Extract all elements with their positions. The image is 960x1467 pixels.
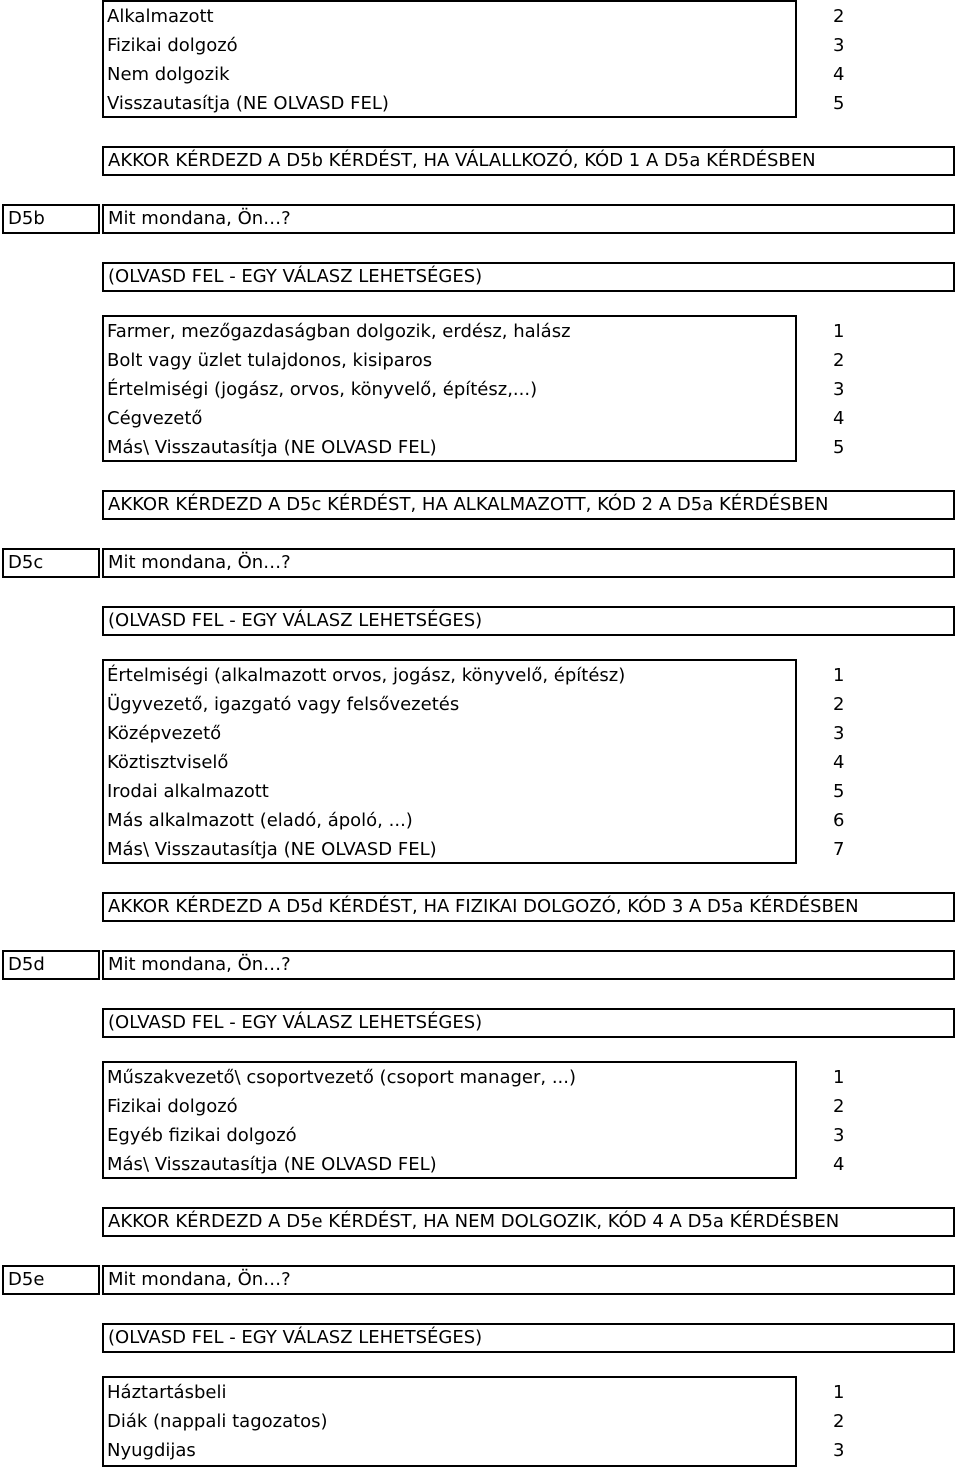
option-label: Más\ Visszautasítja (NE OLVASD FEL) [107, 1154, 437, 1175]
option-code: 1 [833, 1382, 845, 1403]
instruction-text: AKKOR KÉRDEZD A D5c KÉRDÉST, HA ALKALMAZOTT, KÓD 2 A D5a KÉRDÉSBEN [108, 494, 829, 515]
option-label: Háztartásbeli [107, 1382, 227, 1403]
option-label: Diák (nappali tagozatos) [107, 1411, 328, 1432]
question-d5c [102, 548, 955, 578]
question-d5b [102, 204, 955, 234]
instruction-d5b [102, 146, 955, 176]
option-label: Más\ Visszautasítja (NE OLVASD FEL) [107, 839, 437, 860]
option-code: 4 [833, 1154, 845, 1175]
read-out-text: (OLVASD FEL - EGY VÁLASZ LEHETSÉGES) [108, 1012, 483, 1033]
question-id-d5d [2, 950, 100, 980]
read-out-text: (OLVASD FEL - EGY VÁLASZ LEHETSÉGES) [108, 266, 483, 287]
option-label: Fizikai dolgozó [107, 35, 238, 56]
option-label: Visszautasítja (NE OLVASD FEL) [107, 93, 389, 114]
question-d5e [102, 1265, 955, 1295]
question-text: Mit mondana, Ön…? [108, 1269, 291, 1290]
question-text: Mit mondana, Ön…? [108, 208, 291, 229]
option-code: 2 [833, 6, 845, 27]
option-code: 2 [833, 350, 845, 371]
option-code: 2 [833, 1096, 845, 1117]
option-code: 3 [833, 1440, 845, 1461]
option-code: 5 [833, 93, 845, 114]
option-code: 5 [833, 781, 845, 802]
instruction-text: AKKOR KÉRDEZD A D5d KÉRDÉST, HA FIZIKAI DOLGOZÓ, KÓD 3 A D5a KÉRDÉSBEN [108, 896, 859, 917]
question-id-d5b [2, 204, 100, 234]
option-label: Bolt vagy üzlet tulajdonos, kisiparos [107, 350, 433, 371]
instruction-d5e [102, 1207, 955, 1237]
option-label: Farmer, mezőgazdaságban dolgozik, erdész, halász [107, 321, 571, 342]
option-code: 3 [833, 379, 845, 400]
question-id-text: D5c [8, 552, 44, 573]
question-id-d5c [2, 548, 100, 578]
option-label: Középvezető [107, 723, 222, 744]
option-label: Köztisztviselő [107, 752, 229, 773]
option-label: Irodai alkalmazott [107, 781, 269, 802]
question-d5d [102, 950, 955, 980]
option-code: 4 [833, 752, 845, 773]
option-code: 7 [833, 839, 845, 860]
option-code: 6 [833, 810, 845, 831]
option-label: Ügyvezető, igazgató vagy felsővezetés [107, 694, 460, 715]
read-out-text: (OLVASD FEL - EGY VÁLASZ LEHETSÉGES) [108, 1327, 483, 1348]
option-code: 1 [833, 321, 845, 342]
option-label: Alkalmazott [107, 6, 214, 27]
option-code: 3 [833, 35, 845, 56]
question-text: Mit mondana, Ön…? [108, 552, 291, 573]
instruction-d5c [102, 490, 955, 520]
read-out-text: (OLVASD FEL - EGY VÁLASZ LEHETSÉGES) [108, 610, 483, 631]
option-label: Más\ Visszautasítja (NE OLVASD FEL) [107, 437, 437, 458]
option-code: 4 [833, 408, 845, 429]
option-code: 2 [833, 1411, 845, 1432]
option-code: 3 [833, 1125, 845, 1146]
option-label: Cégvezető [107, 408, 203, 429]
option-code: 4 [833, 64, 845, 85]
option-code: 3 [833, 723, 845, 744]
read-out-note-d5d [102, 1008, 955, 1038]
option-label: Fizikai dolgozó [107, 1096, 238, 1117]
instruction-text: AKKOR KÉRDEZD A D5b KÉRDÉST, HA VÁLALLKOZÓ, KÓD 1 A D5a KÉRDÉSBEN [108, 150, 816, 171]
read-out-note-d5b [102, 262, 955, 292]
option-label: Más alkalmazott (eladó, ápoló, ...) [107, 810, 413, 831]
option-label: Nyugdijas [107, 1440, 196, 1461]
option-label: Értelmiségi (jogász, orvos, könyvelő, építész,...) [107, 379, 538, 400]
option-label: Értelmiségi (alkalmazott orvos, jogász, könyvelő, építész) [107, 665, 626, 686]
option-label: Műszakvezető\ csoportvezető (csoport manager, ...) [107, 1067, 577, 1088]
question-id-text: D5d [8, 954, 45, 975]
question-id-d5e [2, 1265, 100, 1295]
option-label: Nem dolgozik [107, 64, 230, 85]
option-code: 1 [833, 665, 845, 686]
instruction-d5d [102, 892, 955, 922]
option-label: Egyéb fizikai dolgozó [107, 1125, 297, 1146]
instruction-text: AKKOR KÉRDEZD A D5e KÉRDÉST, HA NEM DOLGOZIK, KÓD 4 A D5a KÉRDÉSBEN [108, 1211, 840, 1232]
question-text: Mit mondana, Ön…? [108, 954, 291, 975]
read-out-note-d5c [102, 606, 955, 636]
question-id-text: D5e [8, 1269, 45, 1290]
option-code: 1 [833, 1067, 845, 1088]
question-id-text: D5b [8, 208, 45, 229]
read-out-note-d5e [102, 1323, 955, 1353]
option-code: 2 [833, 694, 845, 715]
option-code: 5 [833, 437, 845, 458]
